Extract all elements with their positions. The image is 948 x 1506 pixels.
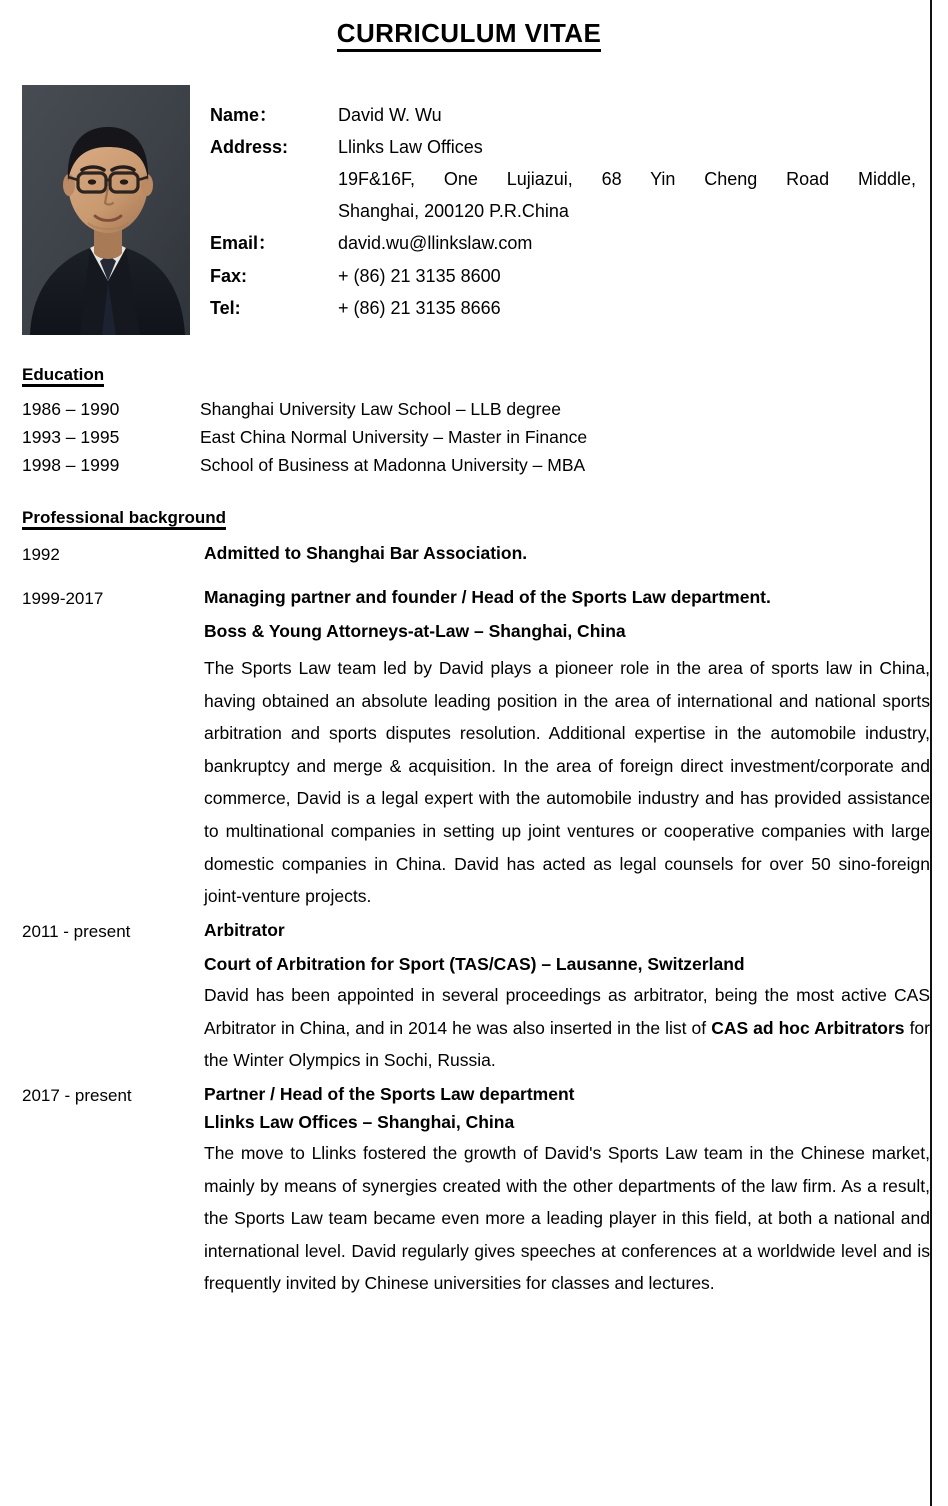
name-label: Name： <box>210 105 278 125</box>
job-organization: Court of Arbitration for Sport (TAS/CAS) – Lausanne, Switzerland <box>204 953 745 974</box>
job-description-part-1: David has been appointed in several proceedings as arbitrator, being the most active CAS Arbitrator in China, and in 2014 he was also inserted in the list of <box>204 985 930 1038</box>
contact-row-tel <box>210 296 920 320</box>
job-dates: 2017 - present <box>22 1085 132 1105</box>
education-heading <box>22 365 104 385</box>
job-description <box>204 979 930 1077</box>
job-title: Managing partner and founder / Head of the Sports Law department. <box>204 586 771 607</box>
job-dates: 2011 - present <box>22 921 131 941</box>
job-organization: Llinks Law Offices – Shanghai, China <box>204 1112 515 1133</box>
professional-background-heading-text: Professional background <box>22 508 226 530</box>
education-dates: 1993 – 1995 <box>22 426 120 447</box>
job-title: Admitted to Shanghai Bar Association. <box>204 542 528 563</box>
contact-row-fax <box>210 264 920 288</box>
page-title-text: CURRICULUM VITAE <box>337 18 601 52</box>
job-dates: 1992 <box>22 544 60 564</box>
job-body <box>204 917 948 1081</box>
tel-label: Tel: <box>210 297 241 318</box>
job-description: The Sports Law team led by David plays a pioneer role in the area of sports law in China, having obtained an absolute leading position in the area of international and national sports arbitration and sports disputes resolution. Additional expertise in the automobile industry, bankruptcy and merge & acquisition. In the area of foreign direct investment/corporate and commerce, David is a legal expert with the automobile industry and has provided assistance to multinational companies in setting up joint ventures or cooperative companies with large domestic companies in China. David has acted as legal counsels for over 50 sino-foreign joint-venture projects. <box>204 658 930 907</box>
contact-row-name <box>210 103 920 127</box>
job-entry <box>0 540 948 574</box>
job-title: Partner / Head of the Sports Law department <box>204 1083 575 1104</box>
education-dates: 1998 – 1999 <box>22 454 120 475</box>
address-line-1: Llinks Law Offices <box>338 137 483 158</box>
job-body <box>204 584 948 917</box>
contact-row-address <box>210 135 920 159</box>
education-description: Shanghai University Law School – LLB degree <box>200 399 561 419</box>
education-heading-text: Education <box>22 365 104 387</box>
job-body <box>204 540 948 574</box>
education-row <box>0 397 948 422</box>
job-title: Arbitrator <box>204 919 285 940</box>
job-description-emphasis: CAS ad hoc Arbitrators <box>711 1017 905 1038</box>
address-line-3: Shanghai, 200120 P.R.China <box>338 201 569 222</box>
education-section <box>0 365 948 478</box>
job-description-part-2: for the Winter Olympics in Sochi, Russia. <box>204 1017 930 1071</box>
name-value: David W. Wu <box>338 105 442 125</box>
portrait-photo <box>22 85 190 335</box>
education-description: East China Normal University – Master in Finance <box>200 426 588 447</box>
education-row <box>0 425 948 450</box>
fax-value: + (86) 21 3135 8600 <box>338 265 501 286</box>
tel-value: + (86) 21 3135 8666 <box>338 297 501 318</box>
professional-background-section <box>0 508 948 1305</box>
email-label: Email： <box>210 233 277 254</box>
address-label: Address: <box>210 137 289 158</box>
page-title <box>0 0 948 49</box>
job-dates: 1999-2017 <box>22 588 104 608</box>
contact-row-email <box>210 231 920 255</box>
fax-label: Fax: <box>210 265 248 286</box>
spacer <box>0 574 948 584</box>
job-description: The move to Llinks fostered the growth of David's Sports Law team in the Chinese market, mainly by means of synergies created with the other departments of the law firm. As a result, the Sports Law team became even more a leading player in this field, at both a national and international level. David regularly gives speeches at conferences at a worldwide level and is frequently invited by Chinese universities for classes and lectures. <box>204 1143 930 1294</box>
education-description: School of Business at Madonna University – MBA <box>200 454 586 475</box>
portrait-photo-image <box>22 85 190 335</box>
address-line-2: 19F&16F, One Lujiazui, 68 Yin Cheng Road Middle, <box>338 169 916 190</box>
professional-background-heading <box>22 508 226 528</box>
education-dates: 1986 – 1990 <box>22 399 120 419</box>
contact-details <box>210 85 920 328</box>
job-entry <box>0 584 948 917</box>
email-value: david.wu@llinkslaw.com <box>338 233 533 254</box>
job-entry <box>0 1081 948 1304</box>
job-entry <box>0 917 948 1081</box>
education-row <box>0 453 948 478</box>
job-organization: Boss & Young Attorneys-at-Law – Shanghai, China <box>204 621 626 642</box>
job-body <box>204 1081 948 1304</box>
header-section <box>0 85 948 335</box>
